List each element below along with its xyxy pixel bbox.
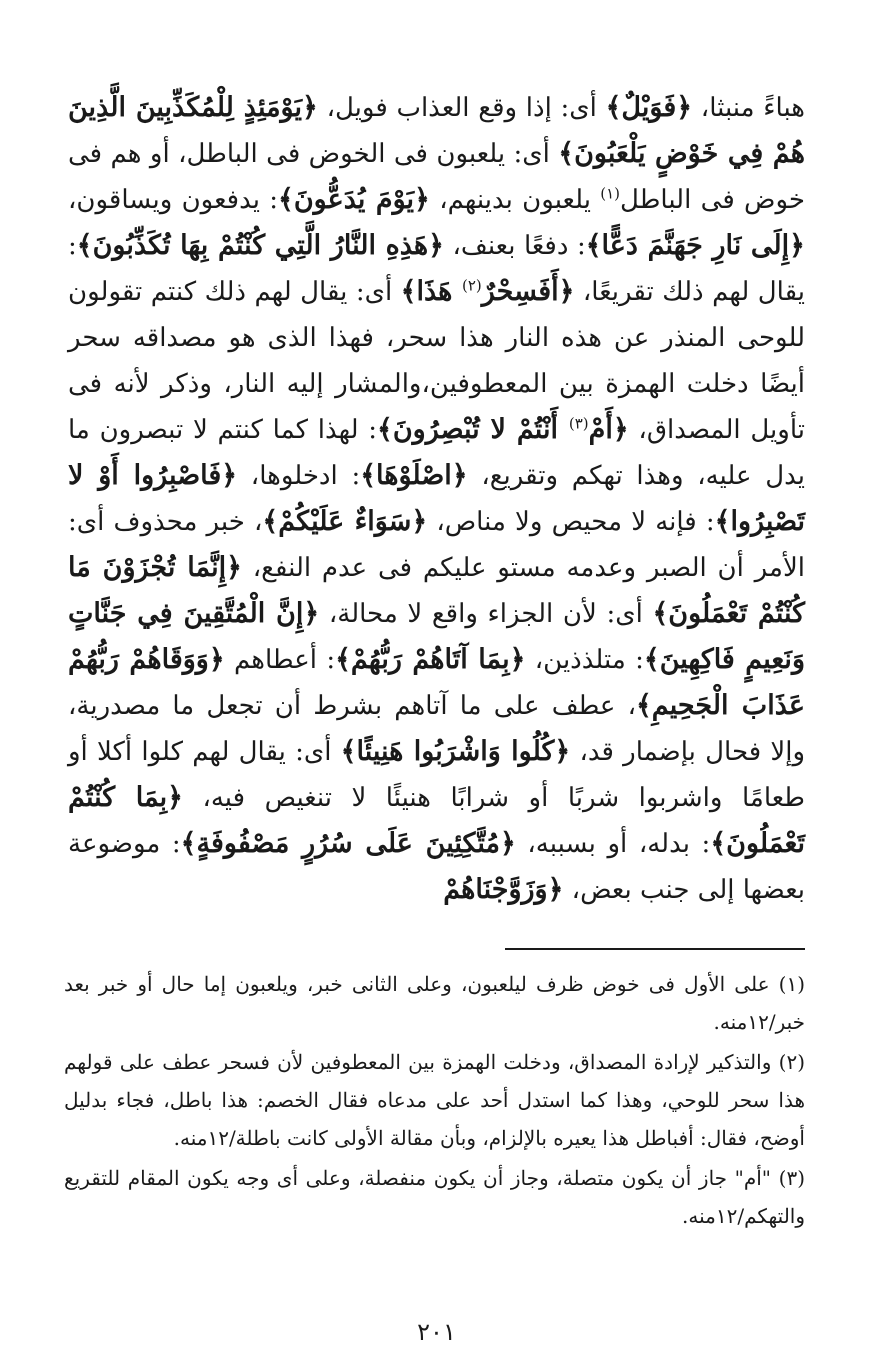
quran-verse: ﴿هَذِهِ النَّارُ الَّتِي كُنْتُمْ بِهَا تُكَذِّبُونَ﴾ [76, 230, 444, 261]
footnote-text: والتذكير لإرادة المصداق، ودخلت الهمزة بين المعطوفين لأن فسحر عطف على قولهم هذا سحر للوحي، وهذا كما استدل أحد على مدعاه فقال الخصم: هذا باطل، فجاء بدليل أوضح، فقال: أفباطل هذا يعيره بالإلزام، وبأن مقالة الأولى كانت باطلة/١٢منه. [64, 1050, 805, 1150]
footnote-marker: (٢) [462, 276, 482, 295]
footnote-separator [505, 948, 805, 950]
footnote-number: (٣) [778, 1166, 805, 1190]
commentary-text: أى: إذا وقع العذاب فويل، [317, 93, 606, 123]
footnote-marker: (٣) [568, 414, 589, 433]
footnote-text: "أم" جاز أن يكون متصلة، وجاز أن يكون منفصلة، وعلى أى وجه يكون المقام للتقريع والتهكم/١٢منه. [64, 1166, 805, 1228]
quran-verse: ﴿بِمَا آتَاهُمْ رَبُّهُمْ﴾ [335, 644, 526, 675]
commentary-text: : يدفعون ويساقون، [68, 185, 279, 215]
footnote-text: على الأول فى خوض ظرف ليلعبون، وعلى الثانى خبر، ويلعبون إما حال أو خبر بعد خبر/١٢منه. [64, 972, 805, 1034]
quran-verse: ﴿أَفَسِحْرٌ [481, 276, 575, 307]
footnotes [64, 965, 805, 1237]
quran-verse: ﴿إِنَّ الْمُتَّقِينَ فِي جَنَّاتٍ وَنَعِيمٍ فَاكِهِينَ﴾ [68, 598, 805, 675]
footnote [64, 965, 805, 1041]
commentary-text: أى: يقال لهم كلوا أكلا أو طعامًا واشربوا شربًا أو شرابًا هنيئًا لا تنغيص فيه، [68, 737, 805, 813]
footnote [64, 1159, 805, 1235]
quran-verse: ﴿مُتَّكِئِينَ عَلَى سُرُرٍ مَصْفُوفَةٍ﴾ [180, 828, 516, 859]
quran-verse: ﴿إِلَى نَارِ جَهَنَّمَ دَعًّا﴾ [585, 230, 805, 261]
commentary-text: ، عطف على ما آتاهم بشرط أن تجعل ما مصدرية، وإلا فحال بإضمار قد، [68, 691, 806, 767]
quran-verse: ﴿بِمَا كُنْتُمْ تَعْمَلُونَ﴾ [68, 782, 805, 859]
commentary-text: : بدله، أو بسببه، [515, 829, 711, 859]
commentary-text: : ادخلوها، [237, 461, 361, 491]
quran-verse: ﴿وَوَقَاهُمْ رَبُّهُمْ عَذَابَ الْجَحِيمِ﴾ [68, 644, 805, 721]
quran-verse: ﴿يَوْمَئِذٍ لِلْمُكَذِّبِينَ الَّذِينَ هُمْ فِي خَوْضٍ يَلْعَبُونَ﴾ [68, 92, 805, 169]
footnote-marker: (١) [600, 184, 621, 203]
footnote [64, 1043, 805, 1157]
commentary-text: : دفعًا بعنف، [443, 231, 586, 261]
page-number: ٢٠١ [417, 1318, 456, 1346]
main-text [68, 85, 805, 913]
quran-verse: ﴿أَمْ [588, 414, 629, 445]
commentary-text: ، خبر محذوف أى: الأمر أن الصبر وعدمه مستو عليكم فى عدم النفع، [68, 507, 805, 583]
quran-verse: هَذَا﴾ [400, 276, 462, 307]
commentary-text: يلعبون بدينهم، [429, 185, 601, 215]
commentary-text: : لهذا كما كنتم لا تبصرون ما يدل عليه، وهذا تهكم وتقريع، [68, 415, 806, 491]
commentary-text: هباءً منبثا، [692, 93, 806, 123]
commentary-text: : يقال لهم ذلك تقريعًا، [68, 231, 805, 307]
commentary-text: : أعطاهم [224, 645, 336, 675]
quran-verse: ﴿وَزَوَّجْنَاهُمْ [443, 874, 564, 905]
footnote-number: (١) [778, 972, 805, 996]
commentary-text: أى: يلعبون فى الخوض فى الباطل، أو هم فى خوض فى الباطل [68, 139, 805, 215]
commentary-text: : موضوعة بعضها إلى جنب بعض، [68, 829, 805, 905]
quran-verse: ﴿إِنَّمَا تُجْزَوْنَ مَا كُنْتُمْ تَعْمَلُونَ﴾ [68, 552, 806, 629]
quran-verse: أَنْتُمْ لا تُبْصِرُونَ﴾ [377, 414, 569, 445]
quran-verse: ﴿كُلُوا وَاشْرَبُوا هَنِيئًا﴾ [340, 736, 571, 767]
quran-verse: ﴿فَاصْبِرُوا أَوْ لا تَصْبِرُوا﴾ [68, 460, 806, 537]
quran-verse: ﴿سَوَاءٌ عَلَيْكُمْ﴾ [262, 506, 428, 537]
commentary-text: أى: لأن الجزاء واقع لا محالة، [319, 599, 653, 629]
quran-verse: ﴿يَوْمَ يُدَعُّونَ﴾ [278, 184, 430, 215]
commentary-text: أى: يقال لهم ذلك كنتم تقولون للوحى المنذر عن هذه النار هذا سحر، فهذا الذى هو مصداقه سحر أيضًا دخلت الهمزة بين المعطوفين،والمشار إليه النار، وذكر لأنه فى تأويل المصداق، [68, 277, 805, 445]
commentary-text: : فإنه لا محيص ولا مناص، [427, 507, 715, 537]
quran-verse: ﴿فَوَيْلٌ﴾ [605, 92, 693, 123]
footnote-number: (٢) [778, 1050, 805, 1074]
quran-verse: ﴿اصْلَوْهَا﴾ [360, 460, 468, 491]
commentary-text: : متلذذين، [525, 645, 644, 675]
